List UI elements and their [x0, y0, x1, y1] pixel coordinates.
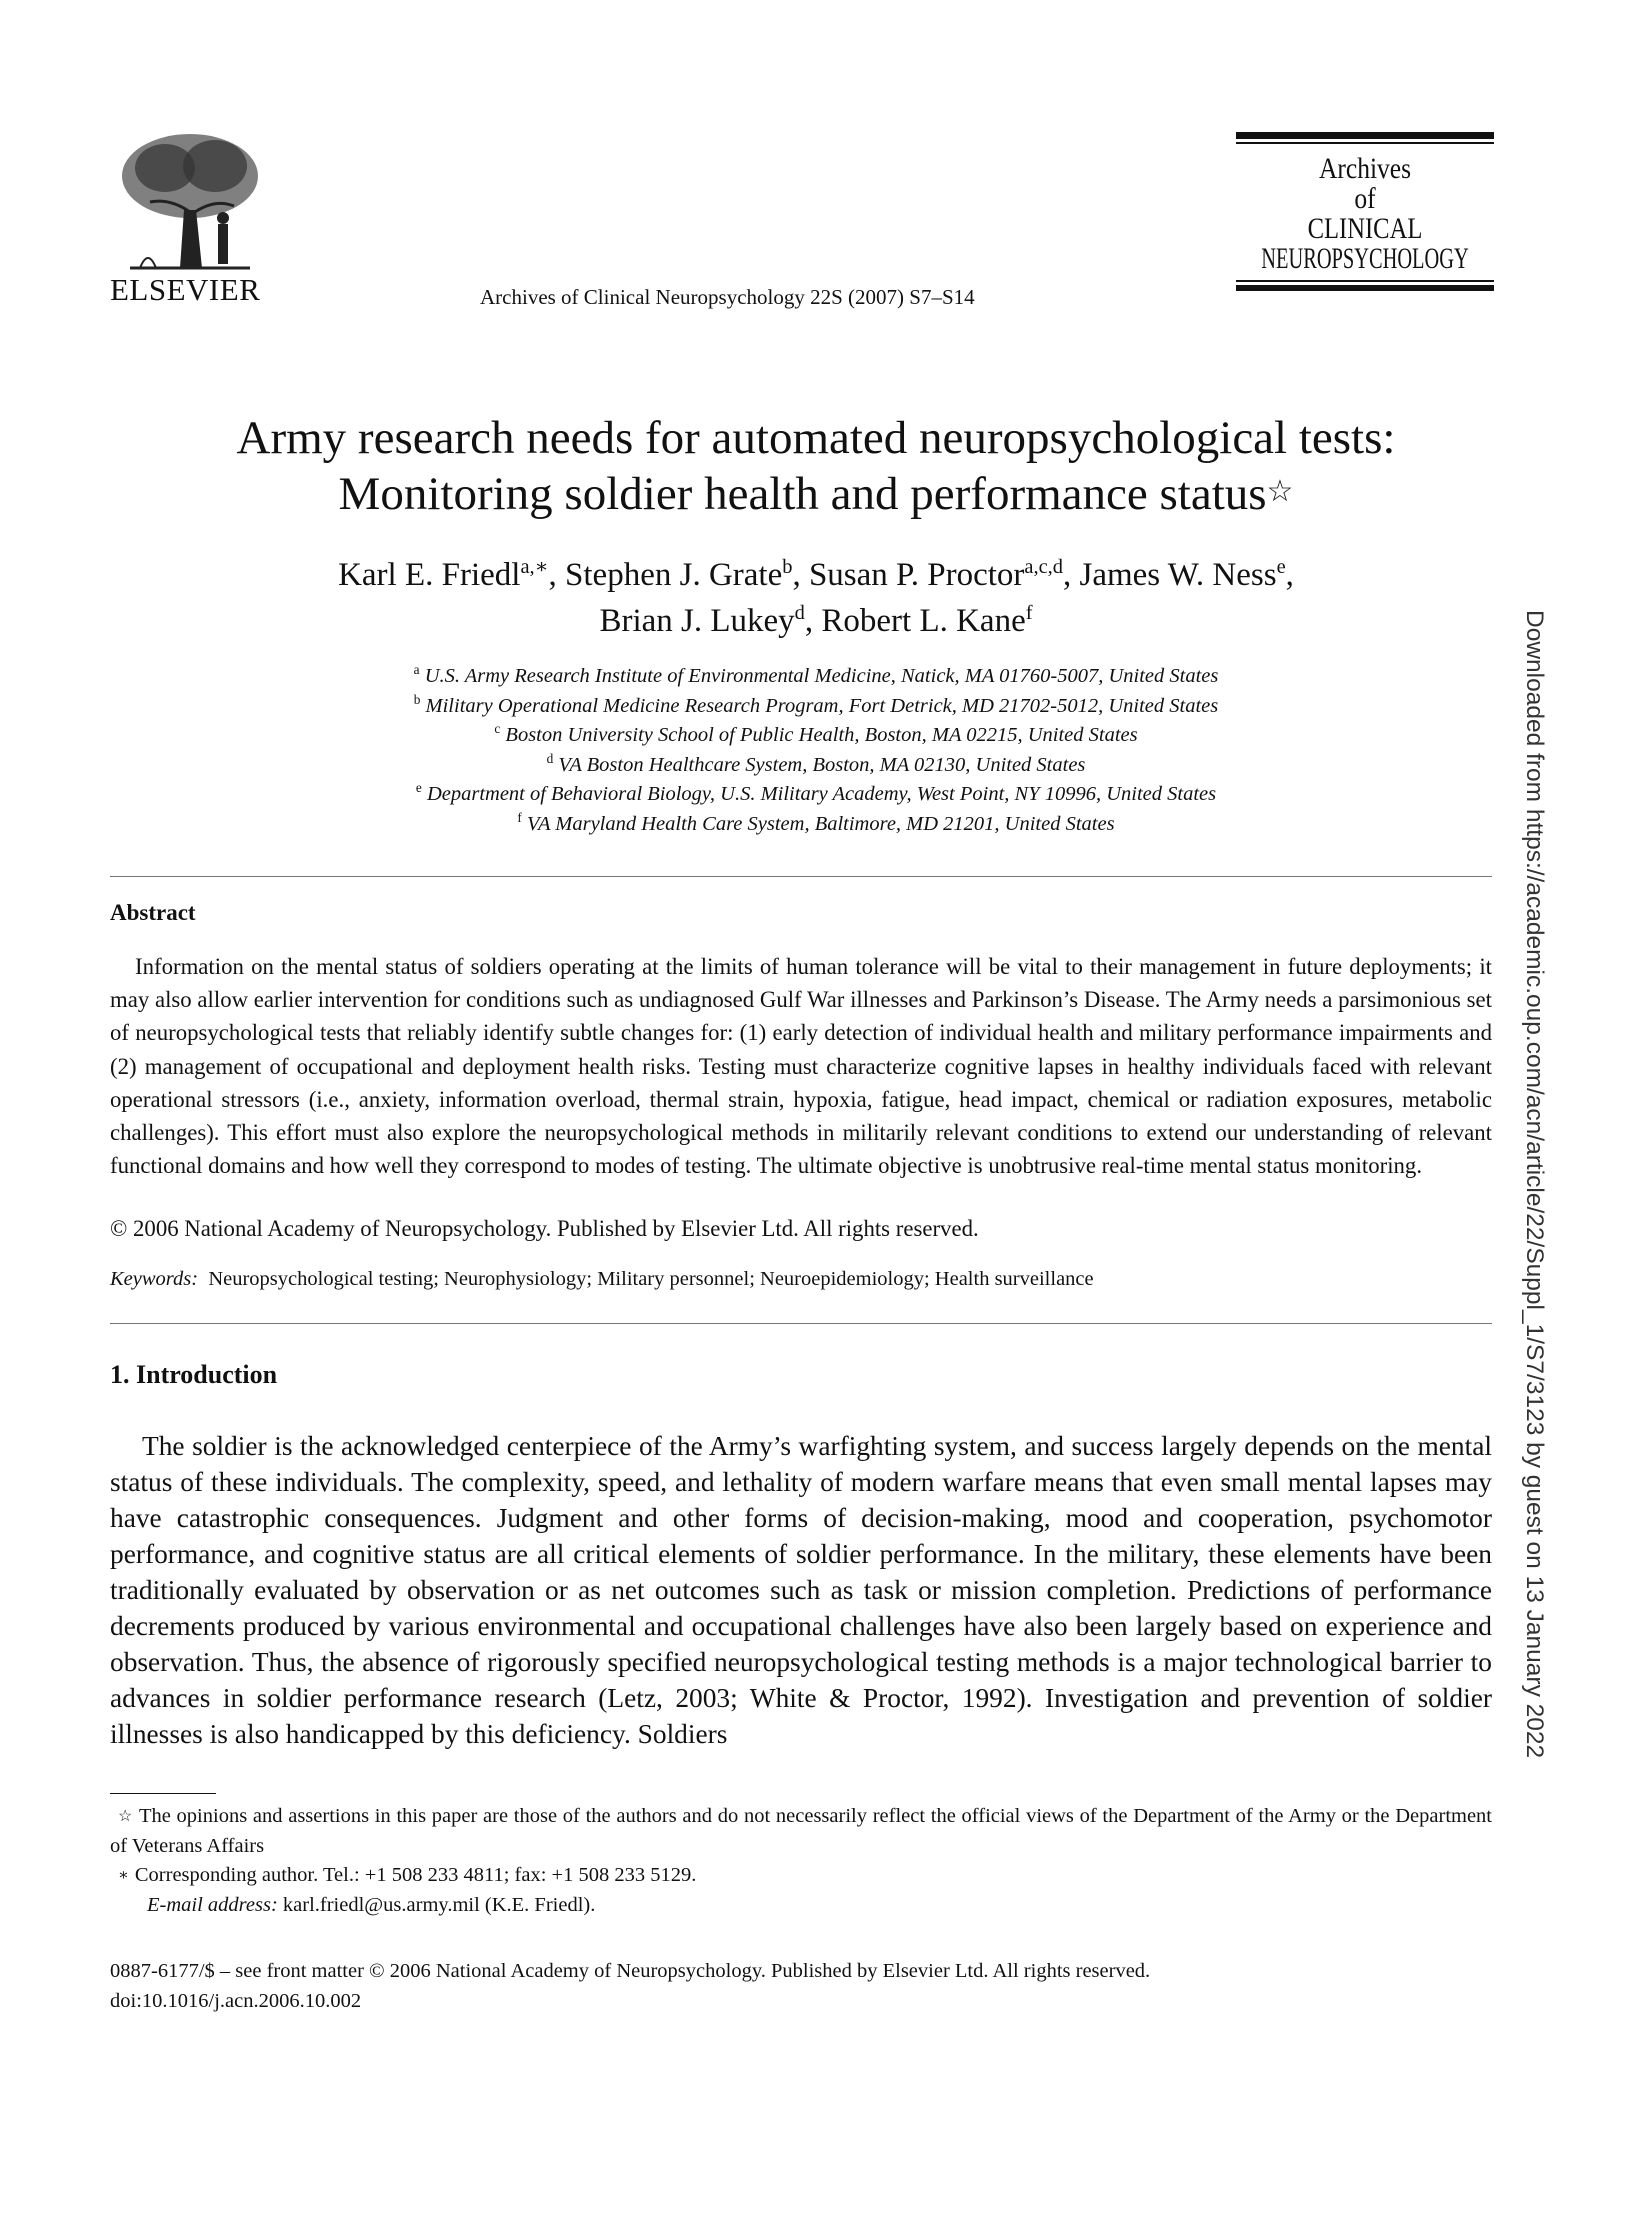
- author-affiliation-mark[interactable]: f: [1025, 602, 1033, 624]
- author-name: James W. Ness: [1079, 557, 1277, 593]
- keywords: [110, 1268, 1492, 1291]
- introduction-body: [110, 1428, 1492, 1752]
- affiliation-list: [200, 662, 1432, 839]
- journal-logo-line: NEUROPSYCHOLOGY: [1261, 242, 1469, 275]
- author-name: Stephen J. Grate: [565, 557, 783, 593]
- introduction-text: The soldier is the acknowledged centerpiece of the Army’s warfighting system, and success largely depends on the mental status of these individuals. The complexity, speed, and lethality of modern warfare means that even small mental lapses may have catastrophic consequences. Judgment and other forms of decision-making, mood and cooperation, psychomotor performance, and cognitive status are all critical elements of soldier performance. In the military, these elements have been traditionally evaluated by observation or as net outcomes such as task or mission completion. Predictions of performance decrements produced by various environmental and occupational challenges have also been largely based on experience and observation. Thus, the absence of rigorously specified neuropsychological testing methods is a major technological barrier to advances in soldier performance research (Letz, 2003; White & Proctor, 1992). Investigation and prevention of soldier illnesses is also handicapped by this deficiency. Soldiers: [110, 1431, 1492, 1749]
- section-heading: 1. Introduction: [110, 1360, 278, 1389]
- title-line-2: Monitoring soldier health and performance status☆: [338, 468, 1294, 520]
- abstract-copyright: © 2006 National Academy of Neuropsychology. Published by Elsevier Ltd. All rights reserved.: [110, 1216, 979, 1241]
- author-name: Robert L. Kane: [821, 603, 1026, 639]
- abstract-body: [110, 950, 1492, 1182]
- affiliation-item: $^b$ Military Operational Medicine Research Program, Fort Detrick, MD 21702-5012, United States: [413, 691, 1219, 717]
- doi-line[interactable]: doi:10.1016/j.acn.2006.10.002: [110, 1989, 362, 2012]
- affiliation-item: $^e$ Department of Behavioral Biology, U.S. Military Academy, West Point, NY 10996, United States: [415, 780, 1217, 805]
- journal-logo-line: of: [1354, 182, 1376, 215]
- issn-line: 0887-6177/$ – see front matter © 2006 National Academy of Neuropsychology. Published by Elsevier Ltd. All rights reserved.: [110, 1960, 1151, 1982]
- download-watermark: Downloaded from https://academic.oup.com/acn/article/22/Suppl_1/S7/3123 by guest on 13 January 2022: [1521, 610, 1548, 1759]
- abstract-heading: Abstract: [110, 900, 196, 925]
- abstract-text: Information on the mental status of soldiers operating at the limits of human tolerance will be vital to their management in future deployments; it may also allow earlier intervention for conditions such as undiagnosed Gulf War illnesses and Parkinson’s Disease. The Army needs a parsimonious set of neuropsychological tests that reliably identify subtle changes for: (1) early detection of individual health and military performance impairments and (2) management of occupational and deployment health risks. Testing must characterize cognitive lapses in healthy individuals faced with relevant operational stressors (i.e., anxiety, information overload, thermal strain, hypoxia, fatigue, head impact, chemical or radiation exposures, metabolic challenges). This effort must also explore the neuropsychological methods in militarily relevant conditions to extend our understanding of relevant functional domains and how well they correspond to modes of testing. The ultimate objective is unobtrusive real-time mental status monitoring.: [110, 954, 1492, 1179]
- author-name: Brian J. Lukey: [599, 603, 795, 639]
- journal-logo-line: CLINICAL: [1307, 212, 1423, 245]
- author-affiliation-mark[interactable]: d: [794, 602, 805, 624]
- footnote-disclaimer: ☆ The opinions and assertions in this paper are those of the authors and do not necessarily reflect the official views of the Department of the Army or the Department of Veterans Affairs: [110, 1805, 1493, 1857]
- divider: [110, 876, 1492, 877]
- email-link[interactable]: karl.friedl@us.army.mil (K.E. Friedl).: [282, 1893, 596, 1916]
- author-name: Susan P. Proctor: [808, 557, 1025, 593]
- affiliation-item: $^c$ Boston University School of Public Health, Boston, MA 02215, United States: [494, 721, 1138, 746]
- affiliation-item: $^a$ U.S. Army Research Institute of Environmental Medicine, Natick, MA 01760-5007, United States: [413, 662, 1219, 687]
- author-affiliation-mark[interactable]: e: [1276, 556, 1286, 578]
- author-name: Karl E. Friedl: [338, 557, 521, 593]
- footnote-email: E-mail address: karl.friedl@us.army.mil (K.E. Friedl).: [147, 1893, 596, 1916]
- title-footnote-star[interactable]: ☆: [1266, 475, 1294, 508]
- author-line-1: Karl E. Friedl$^{a,∗}$, Stephen J. Grate$^b$, Susan P. Proctor$^{a,c,d}$, James W. Ness$^e$,: [338, 556, 1294, 593]
- keywords-label: Keywords:: [110, 1268, 199, 1290]
- issn-info: [110, 1957, 1492, 2016]
- author-affiliation-mark[interactable]: b: [782, 556, 793, 578]
- publisher-name: ELSEVIER: [110, 272, 261, 307]
- affiliation-item: $^f$ VA Maryland Health Care System, Baltimore, MD 21201, United States: [517, 809, 1115, 835]
- article-title: [130, 410, 1502, 522]
- author-affiliation-mark[interactable]: a,∗: [520, 556, 549, 578]
- journal-citation: Archives of Clinical Neuropsychology 22S (2007) S7–S14: [480, 285, 975, 309]
- footnotes: [110, 1802, 1492, 1920]
- affiliation-item: $^d$ VA Boston Healthcare System, Boston, MA 02130, United States: [546, 750, 1086, 776]
- divider: [110, 1323, 1492, 1324]
- publisher-tree-logo: [110, 128, 270, 278]
- keywords-text: Neuropsychological testing; Neurophysiology; Military personnel; Neuroepidemiology; Health surveillance: [208, 1268, 1094, 1290]
- author-list: [130, 552, 1502, 644]
- journal-logo: [1236, 132, 1494, 291]
- journal-logo-line: Archives: [1318, 152, 1412, 185]
- title-line-1: Army research needs for automated neuropsychological tests:: [236, 412, 1396, 464]
- footnote-rule: [110, 1793, 216, 1794]
- author-affiliation-mark[interactable]: a,c,d: [1024, 556, 1063, 578]
- footnote-corresponding: ∗ Corresponding author. Tel.: +1 508 233 4811; fax: +1 508 233 5129.: [118, 1864, 697, 1886]
- author-line-2: Brian J. Lukey$^d$, Robert L. Kane$^f$: [599, 602, 1033, 639]
